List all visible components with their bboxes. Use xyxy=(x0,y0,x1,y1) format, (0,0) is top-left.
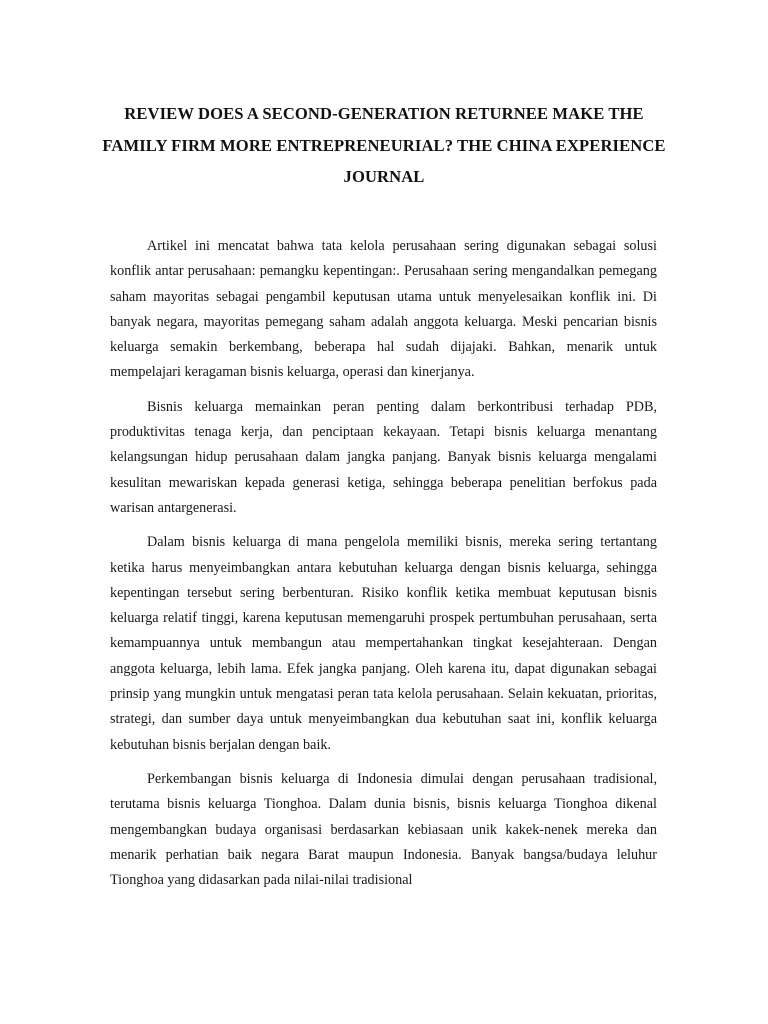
paragraph-1: Artikel ini mencatat bahwa tata kelola perusahaan sering digunakan sebagai solusi konflik antar perusahaan: pemangku kepentingan:. Perusahaan sering mengandalkan pemegang saham mayoritas sebagai pengambil keputusan utama untuk menyelesaikan konflik ini. Di banyak negara, mayoritas pemegang saham adalah anggota keluarga. Meski pencarian bisnis keluarga semakin berkembang, beberapa hal sudah dijajaki. Bahkan, menarik untuk mempelajari keragaman bisnis keluarga, operasi dan kinerjanya. xyxy=(110,238,657,381)
document-body xyxy=(110,234,657,902)
document-title: REVIEW DOES A SECOND-GENERATION RETURNEE MAKE THE FAMILY FIRM MORE ENTREPRENEURIAL? THE CHINA EXPERIENCE JOURNAL xyxy=(102,104,666,186)
paragraph-4: Perkembangan bisnis keluarga di Indonesia dimulai dengan perusahaan tradisional, terutama bisnis keluarga Tionghoa. Dalam dunia bisnis, bisnis keluarga Tionghoa dikenal mengembangkan budaya organisasi berdasarkan kebiasaan unik kakek-nenek mereka dan menarik perhatian baik negara Barat maupun Indonesia. Banyak bangsa/budaya leluhur Tionghoa yang didasarkan pada nilai-nilai tradisional xyxy=(110,770,657,889)
paragraph-3: Dalam bisnis keluarga di mana pengelola memiliki bisnis, mereka sering tertantang ketika harus menyeimbangkan antara kebutuhan keluarga dengan bisnis keluarga, sehingga kepentingan tersebut sering berbenturan. Risiko konflik ketika membuat keputusan bisnis keluarga relatif tinggi, karena keputusan memengaruhi prospek pertumbuhan perusahaan, serta kemampuannya untuk membangun atau mempertahankan tingkat kesejahteraan. Dengan anggota keluarga, lebih lama. Efek jangka panjang. Oleh karena itu, dapat digunakan sebagai prinsip yang mungkin untuk mengatasi peran tata kelola perusahaan. Selain kekuatan, prioritas, strategi, dan sumber daya untuk menyeimbangkan dua kebutuhan saat ini, konflik keluarga kebutuhan bisnis berjalan dengan baik. xyxy=(110,534,657,753)
paragraph-2: Bisnis keluarga memainkan peran penting dalam berkontribusi terhadap PDB, produktivitas tenaga kerja, dan penciptaan kekayaan. Tetapi bisnis keluarga menantang kelangsungan hidup perusahaan dalam jangka panjang. Banyak bisnis keluarga mengalami kesulitan mewariskan kepada generasi ketiga, sehingga beberapa penelitian berfokus pada warisan antargenerasi. xyxy=(110,398,657,516)
